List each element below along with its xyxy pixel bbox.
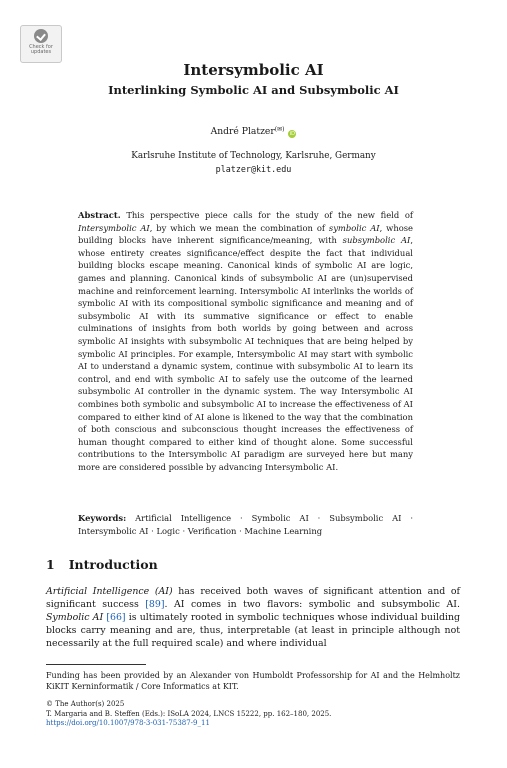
abstract-text: This perspective piece calls for the study of the new field of: [120, 210, 413, 220]
paper-title: Intersymbolic AI: [183, 61, 324, 79]
orcid-icon[interactable]: iD: [289, 131, 296, 137]
intro-emphasis: Artificial Intelligence (AI): [46, 586, 173, 597]
intro-paragraph: [46, 585, 460, 650]
badge-line2: updates: [30, 49, 52, 55]
legal-info: [46, 700, 460, 729]
intro-text: is ultimately rooted in symbolic techniques whose individual building blocks carry meaning and are, thus, interpretable (at least in principle although not necessarily at the full required scale) and where individual: [46, 612, 461, 650]
footnote-rule: [46, 664, 146, 665]
abstract-emphasis: symbolic AI: [328, 222, 380, 233]
abstract-text: , whose building blocks have inherent significance/meaning, with: [78, 222, 414, 246]
section-title: Introduction: [68, 557, 158, 572]
section-number: 1: [46, 557, 55, 572]
keywords-text: Artificial Intelligence · Symbolic AI · Subsymbolic AI · Intersymbolic AI · Logic · Verification · Machine Learning: [78, 513, 413, 536]
abstract-emphasis: Intersymbolic AI: [78, 222, 150, 233]
keywords: [78, 512, 413, 537]
badge-line1: Check for: [29, 44, 53, 50]
doi-link[interactable]: https://doi.org/10.1007/978-3-031-75387-9_11: [46, 719, 210, 728]
abstract-label: Abstract.: [78, 210, 121, 220]
copyright: © The Author(s) 2025: [46, 700, 125, 708]
abstract-text: , whose entirety creates significance/effect despite the fact that individual building blocks escape meaning. Canonical kinds of symbolic AI are logic, games and planning. Canonical kinds of subsymbolic AI are (un)supervised machine and reinforcement learning. Intersymbolic AI interlinks the worlds of symbolic AI with its compositional symbolic significance and meaning and of subsymbolic AI with its summative significance or effect to enable culminations of insights from both worlds by going between and across symbolic AI insights with subsymbolic AI techniques that are being helped by symbolic AI principles. For example, Intersymbolic AI may start with symbolic AI to understand a dynamic system, continue with subsymbolic AI to learn its control, and end with symbolic AI to safely use the outcome of the learned subsymbolic AI controller in the dynamic system. The way Intersymbolic AI combines both symbolic and subsymbolic AI to increase the effectiveness of AI compared to either kind of AI alone is likened to the way that the combination of both conscious and subconscious thought increases the effectiveness of human thought compared to either kind of thought alone. Some successful contributions to the Intersymbolic AI paradigm are surveyed here but many more are considered possible by advancing Intersymbolic AI.: [78, 235, 413, 472]
author-line: [0, 126, 507, 138]
intro-emphasis: Symbolic AI: [46, 612, 104, 624]
citation-info: T. Margaria and B. Steffen (Eds.): ISoLA 2024, LNCS 15222, pp. 162–180, 2025.: [46, 709, 332, 718]
section-heading: [46, 557, 158, 572]
intro-text: has received both waves of significant attention and of significant success: [46, 586, 460, 611]
check-updates-icon: [34, 29, 48, 43]
citation-link[interactable]: [66]: [106, 612, 126, 624]
intro-text: . AI comes in two flavors: symbolic and subsymbolic AI.: [164, 599, 460, 611]
abstract-text: , by which we mean the combination of: [149, 222, 329, 233]
affiliation: Karlsruhe Institute of Technology, Karlsruhe, Germany: [131, 151, 376, 161]
citation-link[interactable]: [89]: [145, 599, 165, 611]
abstract: [78, 209, 413, 473]
funding-footnote: Funding has been provided by an Alexander von Humboldt Professorship for AI and the Helmholtz KiKIT Kerninformatik / Core Informatics at KIT.: [46, 671, 460, 692]
keywords-label: Keywords:: [78, 513, 127, 523]
author-email[interactable]: platzer@kit.edu: [215, 164, 292, 174]
paper-subtitle: Interlinking Symbolic AI and Subsymbolic AI: [108, 83, 399, 97]
corresponding-author-mark: (✉): [274, 126, 285, 133]
check-for-updates-badge[interactable]: [20, 25, 62, 63]
abstract-emphasis: subsymbolic AI: [342, 235, 411, 246]
author-name: André Platzer: [210, 126, 275, 137]
